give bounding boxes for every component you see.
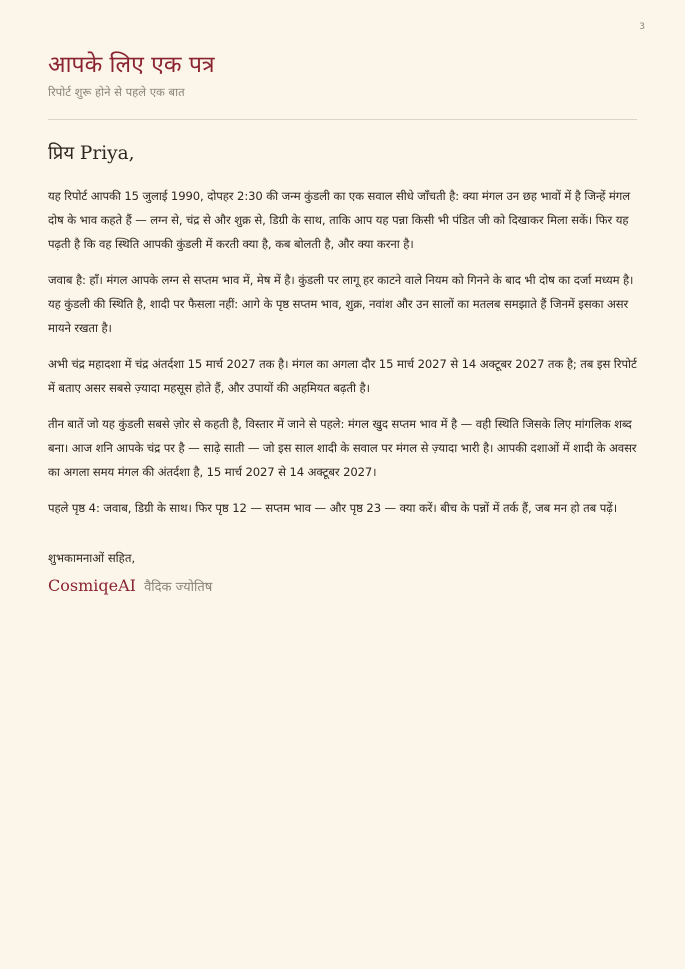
closing-line: शुभकामनाओं सहित, <box>48 551 136 565</box>
paragraph-reading-guide: पहले पृष्ठ 4: जवाब, डिग्री के साथ। फिर पृष्ठ 12 — सप्तम भाव — और पृष्ठ 23 — क्या करें। बीच के पन्नों में तर्क हैं, जब मन हो तब पढ़ें। <box>48 501 617 515</box>
paragraph-intro: यह रिपोर्ट आपकी 15 जुलाई 1990, दोपहर 2:30 की जन्म कुंडली का एक सवाल सीधे जाँचती है: क्या मंगल उन छह भावों में है जिन्हें मंगल दोष के भाव कहते हैं — लग्न से, चंद्र से और शुक्र से, डिग्री के साथ, ताकि आप यह पन्ना किसी भी पंडित जी को दिखाकर मिला सकें। फिर यह पढ़ती है कि वह स्थिति आपकी कुंडली में करती क्या है, कब बोलती है, और क्या करना है। <box>48 189 630 251</box>
page-number: 3 <box>639 22 645 32</box>
paragraph-dasha: अभी चंद्र महादशा में चंद्र अंतर्दशा 15 मार्च 2027 तक है। मंगल का अगला दौर 15 मार्च 2027 से 14 अक्टूबर 2027 तक है; तब इस रिपोर्ट में बताए असर सबसे ज़्यादा महसूस होते हैं, और उपायों की अहमियत बढ़ती है। <box>48 357 637 395</box>
signature-brand: CosmiqeAI <box>48 576 136 595</box>
letter-body <box>48 138 637 602</box>
page-title: आपके लिए एक पत्र <box>48 52 215 78</box>
signature <box>48 572 637 602</box>
header-divider <box>48 119 637 120</box>
paragraph-answer: जवाब है: हाँ। मंगल आपके लग्न से सप्तम भाव में, मेष में है। कुंडली पर लागू हर काटने वाले नियम को गिनने के बाद भी दोष का दर्जा मध्यम है। यह कुंडली की स्थिति है, शादी पर फैसला नहीं: आगे के पृष्ठ सप्तम भाव, शुक्र, नवांश और उन सालों का मतलब समझाते हैं जिनमें इसका असर मायने रखता है। <box>48 273 634 335</box>
salutation: प्रिय Priya, <box>48 143 135 164</box>
page-subtitle: रिपोर्ट शुरू होने से पहले एक बात <box>48 85 185 99</box>
paragraph-three-points: तीन बातें जो यह कुंडली सबसे ज़ोर से कहती है, विस्तार में जाने से पहले: मंगल खुद सप्तम भाव में है — वही स्थिति जिसके लिए मांगलिक शब्द बना। आज शनि आपके चंद्र पर है — साढ़े साती — जो इस साल शादी के सवाल पर मंगल से ज़्यादा भारी है। आपकी दशाओं में शादी के अवसर का अगला समय मंगल की अंतर्दशा है, 15 मार्च 2027 से 14 अक्टूबर 2027। <box>48 417 637 479</box>
letter-header <box>48 48 637 100</box>
signature-tagline: वैदिक ज्योतिष <box>144 580 213 595</box>
